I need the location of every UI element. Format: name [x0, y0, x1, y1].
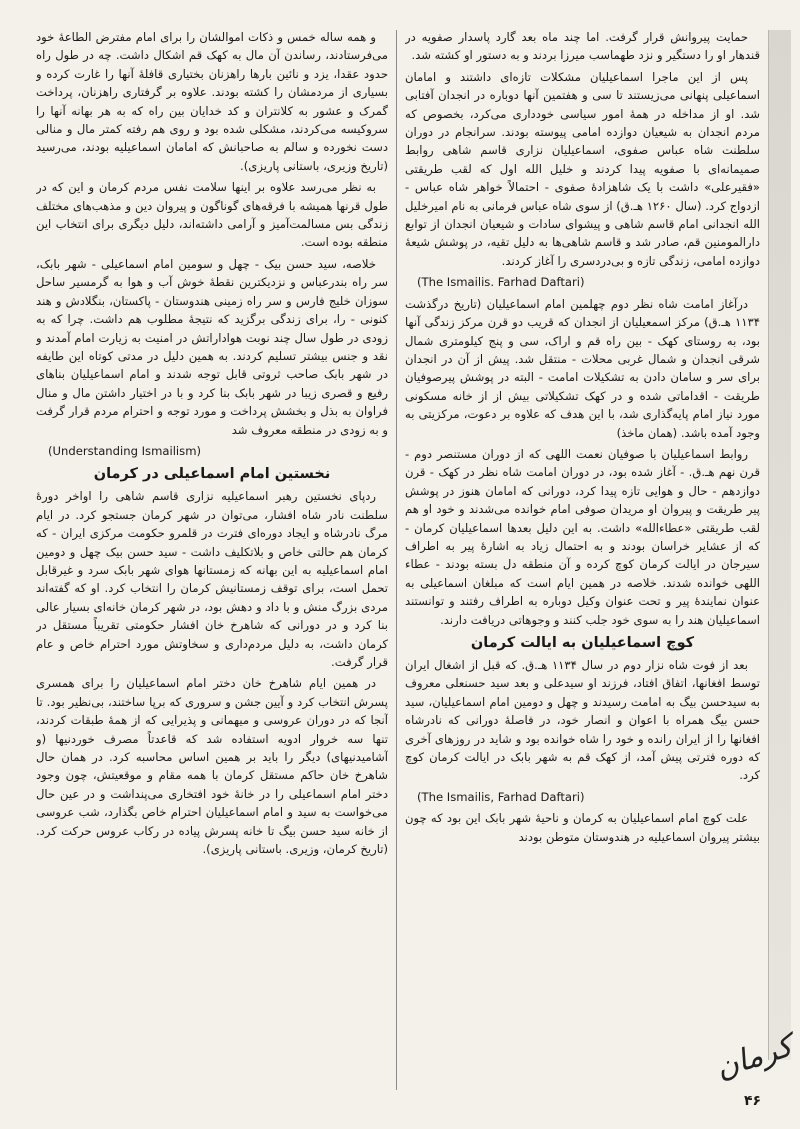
- section-heading: کوچ اسماعیلیان به ایالت کرمان: [470, 635, 695, 651]
- reference: (The Ismailis, Farhad Daftari): [417, 789, 585, 804]
- paragraph: حمایت پیروانش قرار گرفت. اما چند ماه بعد گارد پاسدار صفویه در قندهار او را دستگیر و نزد طهماسب میرزا بردند و به دستور او کشته شد.: [405, 30, 760, 63]
- paragraph: خلاصه، سید حسن بیک - چهل و سومین امام اسماعیلی - شهر بابک، سر راه بندرعباس و نزدیکترین نقطهٔ خوش آب و هوا به گرمسیر ساحل سوزان خلیج فارس و سر راه زمینی هندوستان - پاکستان، بنگلادش و هند کنونی - را، برای زندگی برگزید که نتیجهٔ مطلوب هم داشت. چرا که به زودی در طول سال چند نوبت هواداراتش در امنیت به زیارت امام آمدند و نقد و جنس بیشتر تسلیم کردند. به همین دلیل در مدتی کوتاه این طایفه در شهر بابک صاحب ثروتی قابل توجه شدند و امام اسماعیلیان بناهای رفیع و قصری زیبا در شهر بابک بنا کرد و با در اختیار داشتن مال و منال فراوان به بذل و بخشش پرداخت و مورد توجه و احترام مردم قرار گرفت و به زودی در منطقه معروف شد: [36, 256, 388, 437]
- margin-bar: [768, 30, 791, 1060]
- paragraph: پس از این ماجرا اسماعیلیان مشکلات تازه‌ای داشتند و امامان اسماعیلی پنهانی می‌زیستند تا سی و هفتمین آنها دوباره در انجدان آفتابی شد. او از مداخله در همهٔ امور سیاسی خودداری می‌کرد، بخصوص که مردم انجدان به شیعیان دوازده امامی پیوسته بودند. سرانجام در دوران سلطنت شاه عباس صفوی، اسماعیلیان نزاری قاسم شاهی روابط صمیمانه‌ای با صفویه پیدا کردند و خلیل الله اول که لقب طریقتی «فقیرعلی» داشت با یک شاهزادهٔ صفوی - احتمالاً خواهر شاه عباس - ازدواج کرد. (سال ۱۲۶۰ هـ.ق) از سوی شاه عباس فرمانی به نام امیرخلیل الله انجدانی امام قاسم شاهی و پیشوای سادات و شیعیان انجدان از توابع دارالمومنین قم، صادر شد و قاسم شاهی‌ها به دلیل تقیه، در پوشش شیعهٔ دوازده امامی، زندگی تازه و بی‌دردسری را آغاز کردند.: [405, 69, 760, 268]
- paragraph: ردپای نخستین رهبر اسماعیلیه نزاری قاسم شاهی را اواخر دورهٔ سلطنت نادر شاه افشار، می‌توان در شهر کرمان جستجو کرد. در ایام مرگ نادرشاه و ایجاد دوره‌ای فترت در قلمرو حکومت مرکزی ایران - که کرمان هم حالتی خاص و بلاتکلیف داشت - سید حسن بیک چهل و دومین امام اسماعیلیه به این بهانه که زمستانها هوای شهر بابک سرد و غیرقابل تحمل است، برای توقف زمستانیش کرمان را انتخاب کرد. او که گفته‌اند مردی بزرگ منش و با داد و دهش بود، در شهر کرمان خانه‌ای بسیار عالی بنا کرد و در دورانی که شاهرخ خان افشار حکومتی تقریباً مستقل در کرمان داشت، به دلیل مردم‌داری و سخاوتش مورد احترام خاص و عام قرار گرفت.: [36, 489, 388, 669]
- column-divider: [396, 30, 397, 1090]
- paragraph: بعد از فوت شاه نزار دوم در سال ۱۱۳۴ هـ.ق. که قبل از اشغال ایران توسط افغانها، اتفاق افتاد، فرزند او سیدعلی و بعد سید حسنعلی معروف به سیدحسن بیگ به امامت رسیدند و چهل و دومین امام اسماعیلیان، سید حسن بیگ همراه با اعوان و انصار خود، در فاصلهٔ دورانی که نادرشاه افغانها را از ایران رانده و خود را شاه خوانده بود و شاید در روزهای آخری که دوره فترتی پیش آمد، از کهک قم به شهر بابک در ایالت کرمان کوچ کرد.: [405, 658, 760, 783]
- paragraph: درآغاز امامت شاه نظر دوم چهلمین امام اسماعیلیان (تاریخ درگذشت ۱۱۳۴ هـ.ق) مرکز اسمعیلیان از انجدان که قریب دو قرن مرکز زندگی آنها بود، به روستای کهک - بین راه قم و اراک، سی و پنج کیلومتری شمال شرقی انجدان و شمال غربی محلات - منتقل شد. پیش از آن در انجدان برای سر و سامان دادن به تشکیلات امامت - البته در پوشش پیرصوفیان طریقت - اقداماتی شده و در کهک تشکیلاتی بیش از از خانه مسکونی مورد نیاز امام پایه‌گذاری شد، با این هدف که علاوه بر دعوت، مرکزیتی به وجود آمده باشد. (همان ماخذ): [405, 296, 760, 440]
- right-text-column: [405, 28, 760, 1094]
- page-number: ۴۶: [744, 1093, 762, 1109]
- paragraph: علت کوچ امام اسماعیلیان به کرمان و ناحیهٔ شهر بابک این بود که چون بیشتر پیروان اسماعیلیه در هندوستان متوطن بودند: [405, 811, 760, 844]
- paragraph: روابط اسماعیلیان با صوفیان نعمت اللهی که از دوران مستنصر دوم - قرن نهم هـ.ق. - آغاز شده بود، در دوران امامت شاه نظر در کهک - قرن دوازدهم - حال و هوایی تازه پیدا کرد، دورانی که امامان هنوز در پوشش پیر طریقت و پیروان او مریدان صوفی امام خوانده می‌شدند و خود او هم لقب طریقتی «عطاءالله» داشت. به این دلیل بعدها اسماعیلیان کرمان - که از عشایر خراسان بودند و به احتمال زیاد به اشارهٔ پیر به اطراف سیرجان در ایالت کرمان کوچ کرده و آن منطقه دل بسته بودند - عطاء اللهی خوانده شدند. خلاصه در همین ایام است که مبلغان اسماعیلی به عنوان نمایندهٔ پیر و تحت عنوان وکیل دوباره به اطراف رفتند و توانستند اسماعیلیان هند را به سوی خود جلب کنند و وجوهاتی دریافت دارند.: [405, 446, 760, 627]
- paragraph: و همه ساله خمس و ذکات اموالشان را برای امام مفترض الطاعهٔ خود می‌فرستادند، رساندن آن مال به کهک قم اشکال داشت. چه در طول راه حدود عقدا، یزد و نائین بارها راهزنان بختیاری قافلهٔ آنها را غارت کرده و بسیاری از مردمشان را کشته بودند. علاوه بر گرفتاری راهزنان، پرداخت گمرک و عشور به کلانتران و کد خدایان بین راه که به هر بهانه آنها را سروکیسه می‌کردند، مشکلی شده بود و روی هم رفته کمتر مال و منالی دست نخورده و سالم به صاحبانش که امامان اسماعیلیه بودند، می‌رسید (تاریخ وزیری، باستانی پاریزی).: [36, 30, 388, 173]
- section-heading: نخستین امام اسماعیلی در کرمان: [93, 466, 331, 483]
- left-text-column: [36, 28, 388, 1094]
- kerman-logo: کرمان: [711, 1028, 797, 1087]
- reference: (The Ismailis. Farhad Daftari): [417, 275, 585, 290]
- paragraph: در همین ایام شاهرخ خان دختر امام اسماعیلیان را برای همسری پسرش انتخاب کرد و آیین جشن و سروری که برپا ساختند، بی‌نظیر بود. تا آنجا که در دوران عروسی و میهمانی و پذیرایی که از همهٔ طبقات کردند، تنها سه خروار ادویه استفاده شد که قاعدتاً مصرف خوردنیها (و آشامیدنیهای) دیگر را باید بر همین اساس محاسبه کرد. در همان حال شاهرخ خان حاکم مستقل کرمان با همه مقام و موقعیتش، چون وجود دختر امام اسماعیلی را در خانهٔ خود افتخاری می‌پنداشت و در عین حال می‌خواست به سید و امام اسماعیلیان احترام خاص بگذارد، شب عروسی از خانه سید حسن بیگ تا خانه پسرش پیاده در رکاب عروس حرکت کرد. (تاریخ کرمان، وزیری. باستانی پاریزی).: [36, 676, 388, 857]
- paragraph: به نظر می‌رسد علاوه بر اینها سلامت نفس مردم کرمان و این که در طول قرنها همیشه با فرقه‌های گوناگون و پیروان دین و مذهب‌های مختلف زندگی بس مسالمت‌آمیز و آرامی داشته‌اند، دلیل دیگری برای انتخاب این منطقه بوده است.: [36, 180, 388, 250]
- reference: (Understanding Ismailism): [48, 443, 202, 458]
